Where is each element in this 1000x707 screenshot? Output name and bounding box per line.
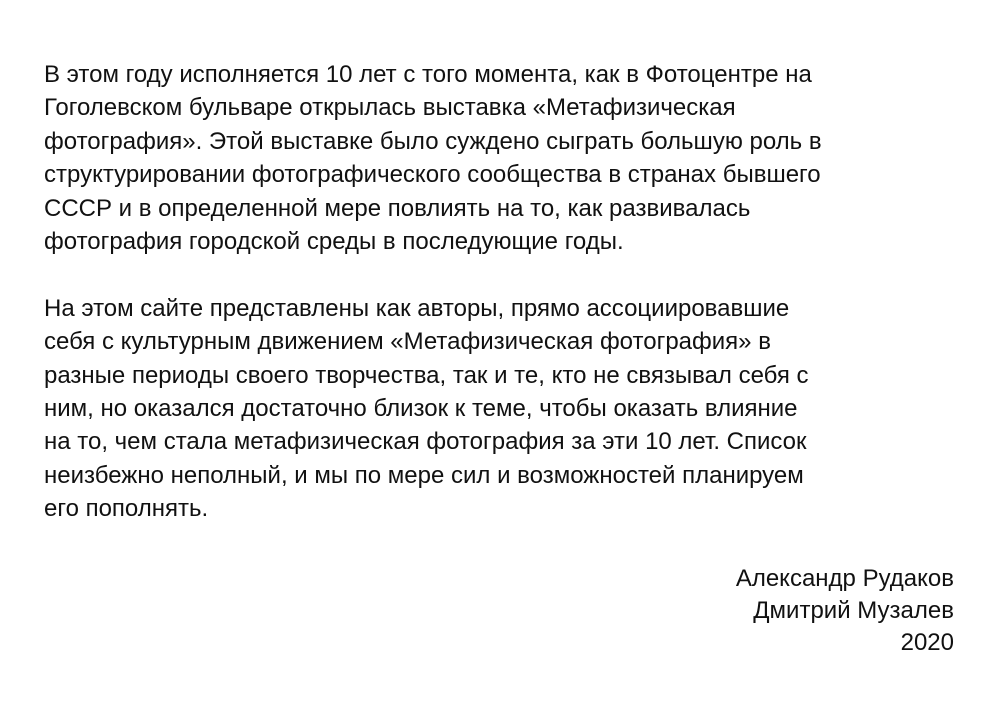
signature-block (736, 563, 954, 659)
intro-paragraph: В этом году исполняется 10 лет с того момента, как в Фотоцентре на Гоголевском бульваре открылась выставка «Метафизическая фотография». Этой выставке было суждено сыграть большую роль в структурировании фотографического сообщества в странах бывшего СССР и в определенной мере повлиять на то, как развивалась фотография городской среды в последующие годы. (44, 61, 822, 256)
signature-author-muzalev: Дмитрий Музалев (753, 597, 954, 624)
document-body (44, 58, 954, 526)
signature-year: 2020 (900, 629, 954, 656)
about-site-paragraph: На этом сайте представлены как авторы, прямо ассоциировавшие себя с культурным движением «Метафизическая фотография» в разные периоды своего творчества, так и те, кто не связывал себя с ним, но оказался достаточно близок к теме, чтобы оказать влияние на то, чем стала метафизическая фотография за эти 10 лет. Список неизбежно неполный, и мы по мере сил и возможностей планируем его пополнять. (44, 294, 809, 523)
signature-author-rudakov: Александр Рудаков (735, 565, 954, 592)
